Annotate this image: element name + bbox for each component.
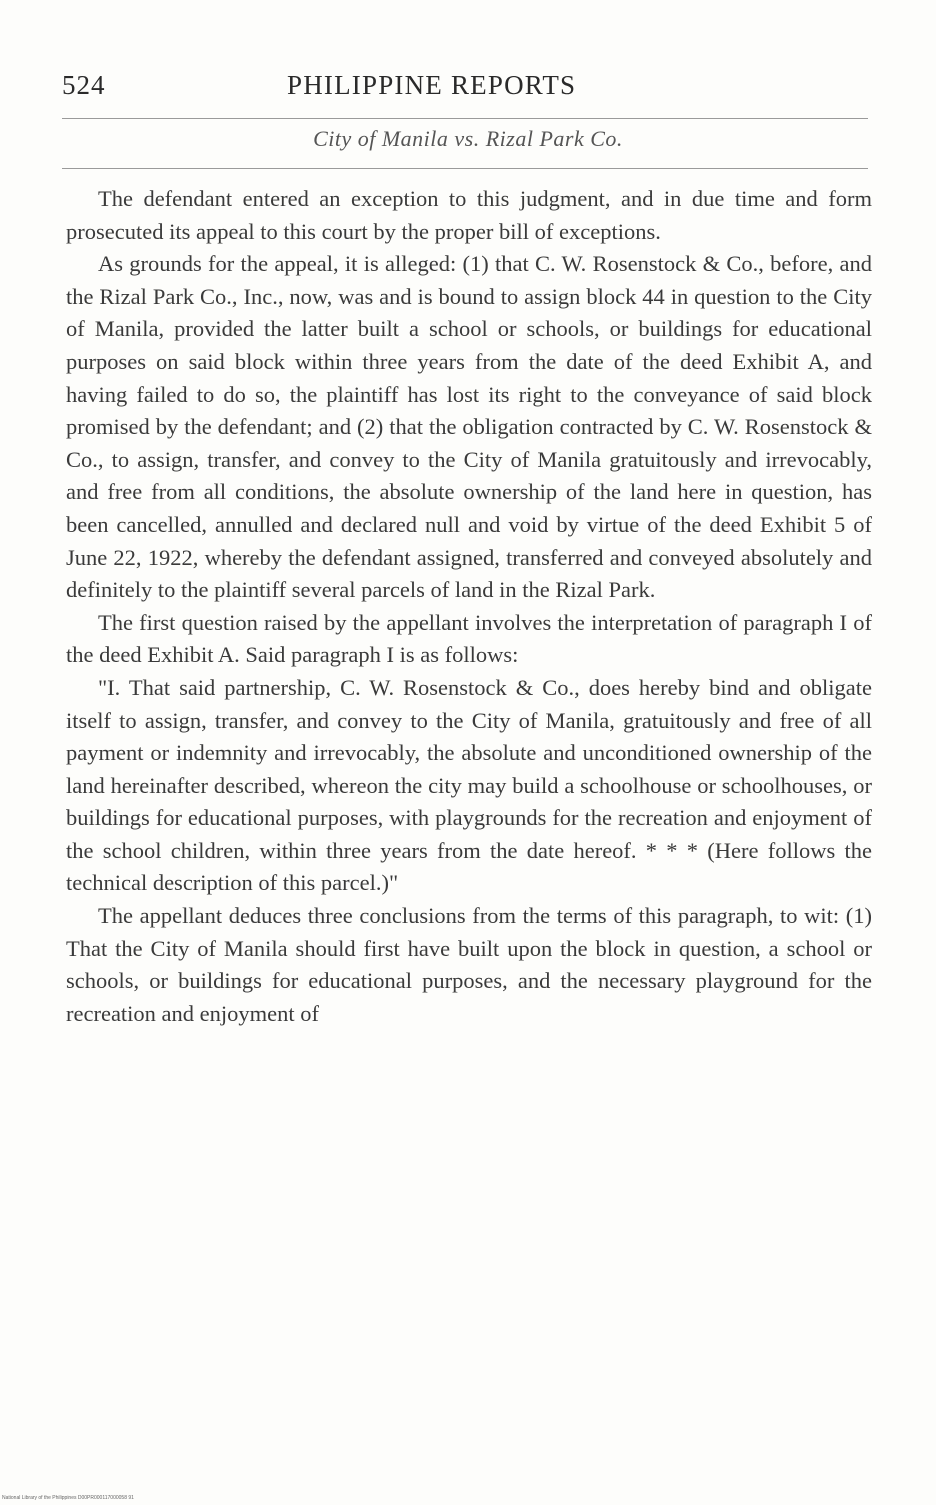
- page-header: [62, 70, 872, 110]
- running-title: PHILIPPINE REPORTS: [287, 70, 577, 100]
- paragraph-2: As grounds for the appeal, it is alleged: (1) that C. W. Rosenstock & Co., before, and the Rizal Park Co., Inc., now, was and is bound to assign block 44 in question to the City of Manila, provided the latter built a school or schools, or buildings for educational purposes on said block within three years from the date of the deed Exhibit A, and having failed to do so, the plaintiff has lost its right to the conveyance of said block promised by the defendant; and (2) that the obligation contracted by C. W. Rosenstock & Co., to assign, transfer, and convey to the City of Manila gratuitously and irrevocably, and free from all conditions, the absolute ownership of the land here in question, has been cancelled, annulled and declared null and void by virtue of the deed Exhibit 5 of June 22, 1922, whereby the defendant assigned, transferred and conveyed absolutely and definitely to the plaintiff several parcels of land in the Rizal Park.: [66, 251, 872, 603]
- paragraph-5: The appellant deduces three conclusions from the terms of this paragraph, to wit: (1) That the City of Manila should first have built upon the block in question, a school or schools, or buildings for educational purposes, and the necessary playground for the recreation and enjoyment of: [66, 903, 872, 1026]
- quoted-paragraph: "I. That said partnership, C. W. Rosenstock & Co., does hereby bind and obligate itself to assign, transfer, and convey to the City of Manila, gratuitously and free of all payment or indemnity and irrevocably, the absolute and unconditioned ownership of the land hereinafter described, whereon the city may build a schoolhouse or schoolhouses, or buildings for educational purposes, with playgrounds for the recreation and enjoyment of the school children, within three years from the date hereof. * * * (Here follows the technical description of this parcel.)": [66, 674, 872, 896]
- body-text: [66, 183, 872, 1030]
- case-title: City of Manila vs. Rizal Park Co.: [313, 126, 623, 151]
- paragraph-3: The first question raised by the appellant involves the interpretation of paragraph I of the deed Exhibit A. Said paragraph I is as follows:: [66, 609, 872, 668]
- header-rule: [62, 118, 868, 119]
- subheader-rule: [62, 168, 868, 169]
- page-number: 524: [62, 70, 106, 100]
- scan-footer: National Library of the Philippines D00PR000117000058 91: [2, 1495, 134, 1501]
- paragraph-1: The defendant entered an exception to this judgment, and in due time and form prosecuted its appeal to this court by the proper bill of exceptions.: [66, 186, 872, 244]
